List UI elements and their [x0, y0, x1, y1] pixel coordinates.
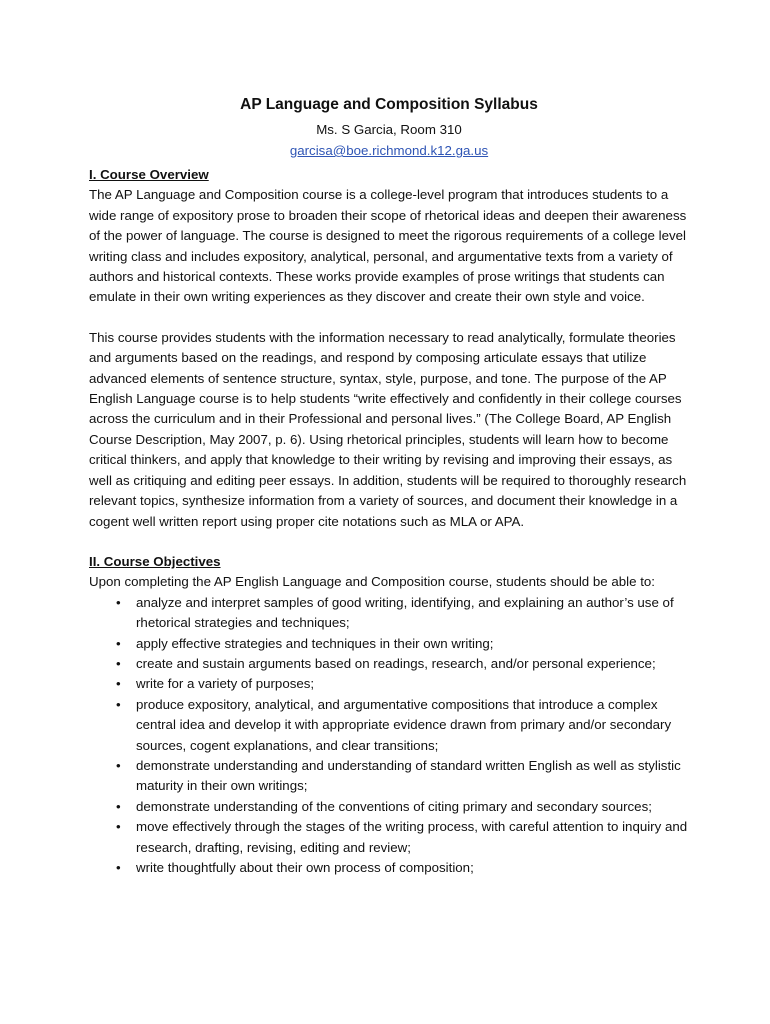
- overview-paragraph-1: The AP Language and Composition course is a college-level program that introduces students to a wide range of expository prose to broaden their scope of rhetorical ideas and deepen their awareness of the power of language. The course is designed to meet the rigorous requirements of a college level writing class and includes expository, analytical, personal, and argumentative texts from a variety of authors and historical contexts. These works provide examples of prose writings that students can emulate in their own writing experiences as they discover and create their own style and voice.: [89, 187, 687, 305]
- bullet-icon: •: [116, 696, 121, 712]
- list-item: [116, 858, 689, 878]
- list-item: [116, 695, 689, 756]
- bullet-icon: •: [116, 594, 121, 610]
- objective-text: create and sustain arguments based on readings, research, and/or personal experience;: [136, 655, 656, 671]
- section-heading-course-overview: I. Course Overview: [89, 167, 209, 182]
- teacher-room: Ms. S Garcia, Room 310: [316, 122, 462, 137]
- objective-text: demonstrate understanding and understanding of standard written English as well as stylistic maturity in their own writings;: [136, 757, 681, 794]
- bullet-icon: •: [116, 860, 121, 875]
- objective-text: move effectively through the stages of the writing process, with careful attention to inquiry and research, drafting, revising, editing and review;: [136, 819, 688, 855]
- list-item: [116, 756, 689, 797]
- objective-text: write thoughtfully about their own process of composition;: [136, 860, 474, 875]
- objective-text: produce expository, analytical, and argumentative compositions that introduce a complex central idea and develop it with appropriate evidence drawn from primary and/or secondary sources, cogent explanations, and clear transitions;: [136, 696, 672, 753]
- paragraph-spacer: [89, 308, 689, 328]
- bullet-icon: •: [116, 798, 121, 814]
- section-spacer: [89, 532, 689, 552]
- section-heading-course-objectives: II. Course Objectives: [89, 553, 221, 569]
- objectives-list: [89, 593, 689, 879]
- bullet-icon: •: [116, 635, 121, 651]
- bullet-icon: •: [116, 819, 121, 835]
- bullet-icon: •: [116, 757, 121, 773]
- objective-text: write for a variety of purposes;: [136, 676, 315, 692]
- list-item: [116, 674, 689, 694]
- list-item: [116, 634, 689, 654]
- bullet-icon: •: [116, 676, 121, 692]
- document-content: [89, 95, 689, 878]
- list-item: [116, 817, 689, 858]
- bullet-icon: •: [116, 655, 121, 671]
- overview-paragraph-2: This course provides students with the information necessary to read analytically, formulate theories and arguments based on the readings, and respond by composing articulate essays that utilize advanced elements of sentence structure, syntax, style, purpose, and tone. The purpose of the AP English Language course is to help students “write effectively and confidently in their college courses across the curriculum and in their Professional and personal lives.” (The College Board, AP English Course Description, May 2007, p. 6). Using rhetorical principles, students will learn how to become critical thinkers, and apply that knowledge to their writing by revising and improving their essays, as well as critiquing and editing peer essays. In addition, students will be required to thoroughly research relevant topics, synthesize information from a variety of sources, and document their knowledge in a cogent well written report using proper cite notations such as MLA or APA.: [89, 329, 687, 529]
- list-item: [116, 593, 689, 634]
- objective-text: analyze and interpret samples of good writing, identifying, and explaining an author’s use of rhetorical strategies and techniques;: [136, 594, 674, 631]
- page-title: AP Language and Composition Syllabus: [240, 96, 538, 113]
- list-item: [116, 797, 689, 817]
- objectives-intro: Upon completing the AP English Language and Composition course, students should be able to:: [89, 574, 655, 590]
- objective-text: apply effective strategies and techniques in their own writing;: [136, 635, 494, 651]
- objective-text: demonstrate understanding of the conventions of citing primary and secondary sources;: [136, 798, 652, 814]
- list-item: [116, 654, 689, 674]
- email-link[interactable]: garcisa@boe.richmond.k12.ga.us: [289, 143, 489, 158]
